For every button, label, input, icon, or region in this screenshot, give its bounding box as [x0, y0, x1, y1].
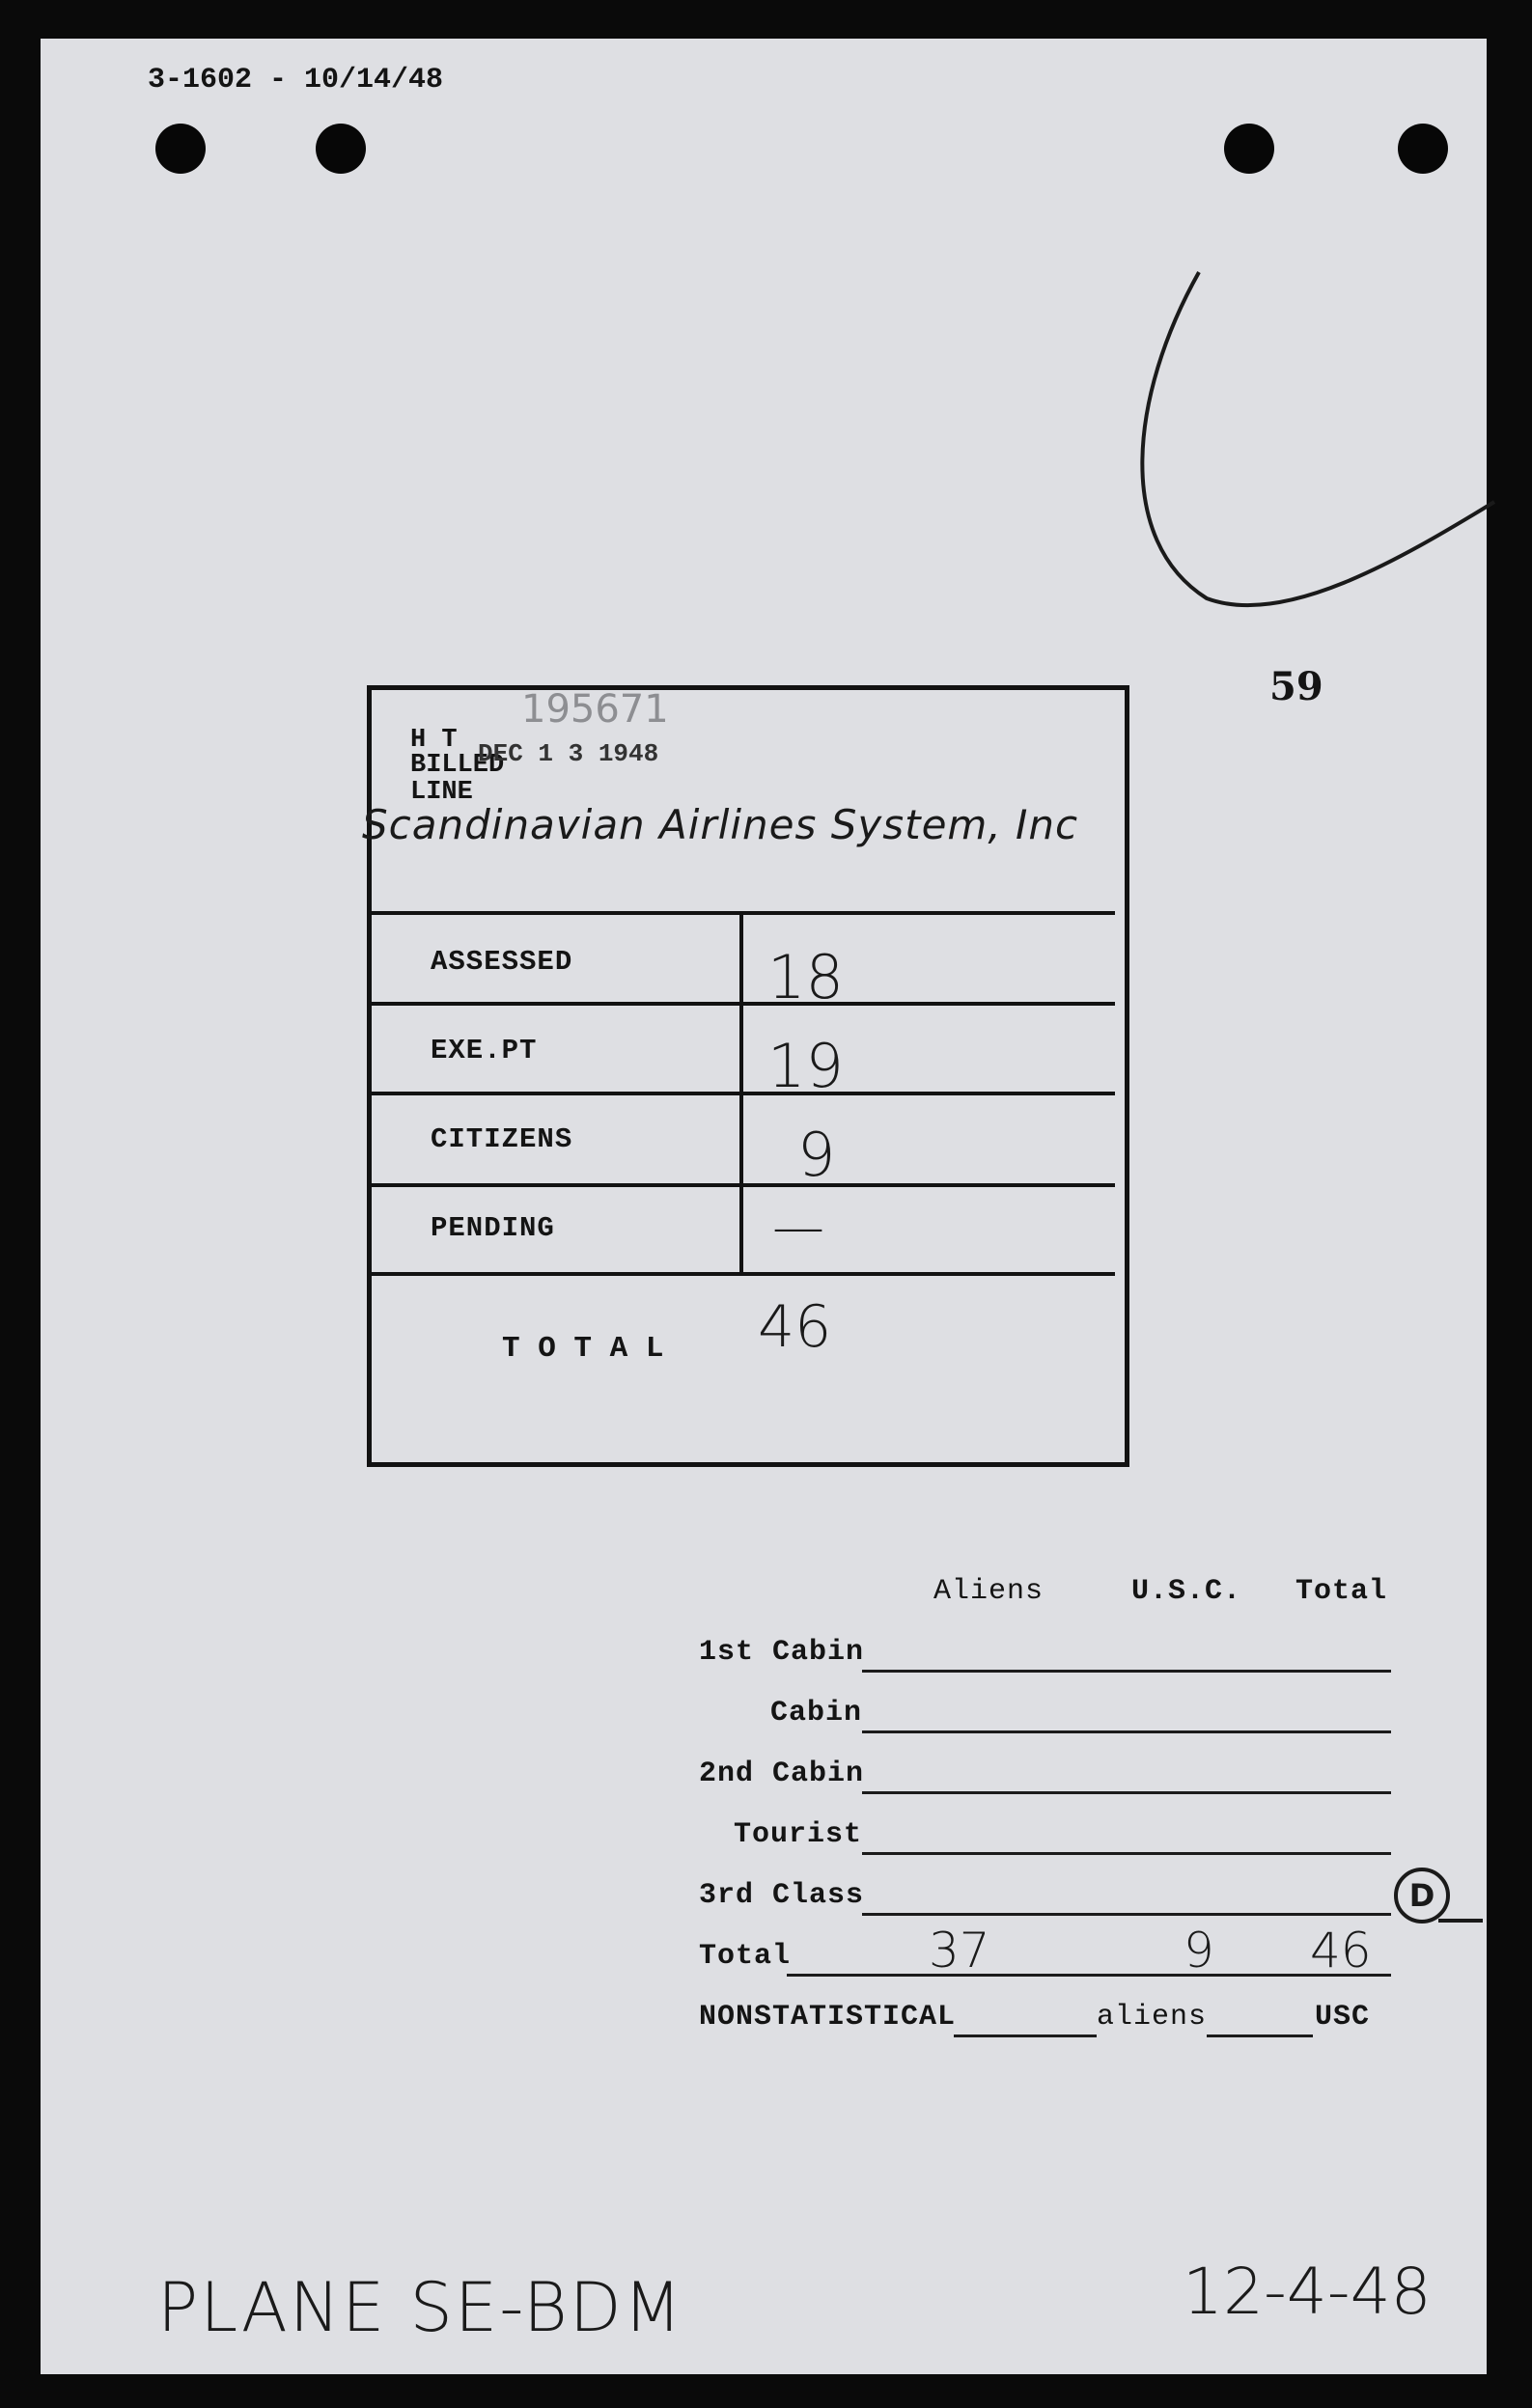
row-value-pending: —: [772, 1197, 824, 1258]
circled-mark: [1394, 1868, 1450, 1924]
airline-name-handwritten: Scandinavian Airlines System, Inc: [362, 801, 1079, 848]
col-header-aliens: Aliens: [933, 1575, 1045, 1608]
divider: [372, 911, 1115, 915]
stamp-number: 195671: [521, 687, 669, 732]
row-label-exempt: EXE.PT: [431, 1035, 538, 1066]
row-label-3rd-class: 3rd Class: [699, 1879, 865, 1912]
blank-total: [787, 1974, 1391, 1977]
blank-2nd-cabin: [862, 1791, 1391, 1794]
row-value-citizens: 9: [797, 1120, 836, 1190]
circled-mark-letter: D: [1408, 1877, 1435, 1914]
punch-hole: [155, 124, 206, 174]
form-code: 3-1602 - 10/14/48: [148, 64, 444, 97]
row-value-assessed: 18: [767, 942, 844, 1012]
row-label-citizens: CITIZENS: [431, 1123, 573, 1155]
plane-registration-handwritten: PLANE SE-BDM: [157, 2268, 684, 2347]
footer-date-handwritten: 12-4-48: [1183, 2255, 1432, 2329]
blank-nonstat-usc: [1207, 2034, 1313, 2037]
col-header-usc: U.S.C.: [1131, 1575, 1242, 1608]
row-label-total: Total: [699, 1940, 792, 1973]
punch-hole: [1398, 124, 1448, 174]
pencil-curve-mark: [1120, 261, 1496, 608]
punch-hole: [1224, 124, 1274, 174]
total-total-value: 46: [1310, 1923, 1372, 1979]
row-label-1st-cabin: 1st Cabin: [699, 1636, 865, 1669]
circled-mark-tail: [1438, 1919, 1483, 1923]
row-label-pending: PENDING: [431, 1212, 555, 1244]
divider: [372, 1092, 1115, 1095]
total-value: 46: [758, 1293, 832, 1361]
stamp-date: DEC 1 3 1948: [478, 739, 659, 768]
blank-nonstat-aliens: [954, 2034, 1097, 2037]
row-label-2nd-cabin: 2nd Cabin: [699, 1758, 865, 1790]
row-value-exempt: 19: [767, 1031, 844, 1101]
blank-cabin: [862, 1730, 1391, 1733]
row-label-cabin: Cabin: [770, 1697, 863, 1730]
total-aliens-value: 37: [929, 1923, 990, 1979]
punch-hole: [316, 124, 366, 174]
row-label-assessed: ASSESSED: [431, 946, 573, 978]
ht-label: H T: [410, 726, 458, 755]
row-label-tourist: Tourist: [734, 1818, 863, 1851]
blank-3rd-class: [862, 1913, 1391, 1916]
divider: [372, 1272, 1115, 1276]
nonstatistical-label: NONSTATISTICAL: [699, 2001, 957, 2034]
page-number: 59: [1269, 664, 1323, 709]
total-label: T O T A L: [502, 1332, 664, 1366]
blank-1st-cabin: [862, 1670, 1391, 1673]
col-header-total: Total: [1295, 1575, 1388, 1608]
divider: [372, 1002, 1115, 1006]
divider: [372, 1183, 1115, 1187]
total-usc-value: 9: [1184, 1923, 1214, 1979]
line-label: LINE: [410, 778, 473, 807]
column-divider: [739, 911, 743, 1272]
billed-label: BILLED: [410, 751, 505, 780]
nonstat-usc-label: USC: [1315, 2001, 1371, 2034]
blank-tourist: [862, 1852, 1391, 1855]
nonstat-aliens-label: aliens: [1097, 2001, 1208, 2034]
